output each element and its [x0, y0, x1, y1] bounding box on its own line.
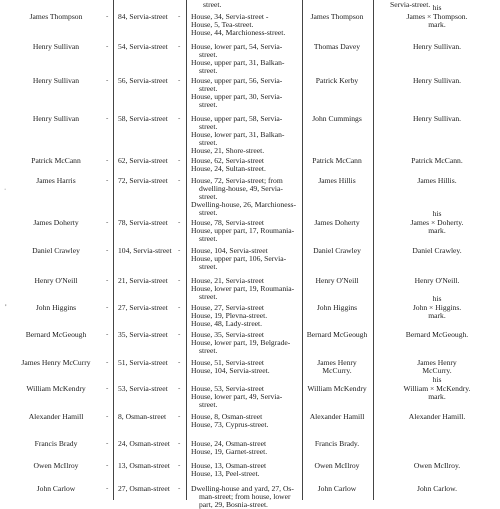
leader-dash: -	[178, 276, 181, 284]
property-line: House, 104, Servia-street.	[191, 366, 270, 375]
continued-street-line: Servia-street.	[390, 0, 431, 9]
property-line: House, 8, Osman-street	[191, 412, 263, 421]
signature-his: his	[432, 209, 442, 218]
owner-address: 53, Servia-street	[118, 384, 168, 393]
property-line: House, lower part, 31, Balkan-	[191, 130, 285, 139]
property-line: House, 21, Shore-street.	[191, 146, 265, 155]
claimant-name: John Higgins	[316, 303, 358, 312]
property-line: House, 35, Servia-street	[191, 330, 264, 339]
property-line: street.	[199, 208, 218, 217]
owner-name: John Higgins	[35, 303, 77, 312]
column-rule	[373, 0, 374, 500]
property-line: House, 72, Servia-street; from	[191, 176, 283, 185]
leader-dash: -	[178, 218, 181, 226]
leader-dash: -	[178, 42, 181, 50]
signature-his: his	[432, 375, 442, 384]
property-line: House, upper part, 106, Servia-	[191, 254, 287, 263]
owner-name: Henry Sullivan	[32, 42, 80, 51]
signature-name: William × McKendry.	[403, 384, 471, 393]
signature-mark: mark.	[428, 20, 446, 29]
property-line: street.	[199, 192, 218, 201]
property-line: House, lower part, 19, Roumania-	[191, 284, 295, 293]
signature-name: Henry O'Neill.	[414, 276, 460, 285]
signature-his: his	[432, 294, 442, 303]
property-line: House, 19, Plevna-street.	[191, 311, 268, 320]
owner-name: Henry Sullivan	[32, 76, 80, 85]
property-line: man-street; from house, lower	[199, 492, 291, 501]
claimant-name: James Hillis	[318, 176, 356, 185]
claimant-name: William McKendry	[307, 384, 367, 393]
leader-dash: -	[106, 76, 109, 84]
property-line: House, 27, Servia-street	[191, 303, 264, 312]
owner-name: James Harris	[36, 176, 76, 185]
owner-name: Henry O'Neill	[34, 276, 78, 285]
property-line: House, 13, Peel-street.	[191, 469, 260, 478]
property-line: street.	[199, 346, 218, 355]
property-line: part, 29, Bosnia-street.	[199, 500, 268, 509]
claimant-name: Daniel Crawley	[313, 246, 361, 255]
claimant-name: James Henry	[317, 358, 357, 367]
property-line: dwelling-house, 49, Servia-	[199, 184, 283, 193]
property-line: House, 62, Servia-street	[191, 156, 264, 165]
claimant-name: James Doherty	[314, 218, 360, 227]
claimant-name: Alexander Hamill	[309, 412, 365, 421]
owner-address: 27, Osman-street	[118, 484, 170, 493]
leader-dash: -	[178, 156, 181, 164]
signature-mark: mark.	[428, 226, 446, 235]
column-rule	[113, 0, 114, 500]
property-line: street.	[199, 100, 218, 109]
signature-name: James × Thompson.	[406, 12, 468, 21]
margin-mark: ,	[5, 300, 7, 307]
property-line: street.	[199, 292, 218, 301]
property-line: House, 78, Servia-street	[191, 218, 264, 227]
leader-dash: -	[178, 246, 181, 254]
property-line: street.	[199, 66, 218, 75]
signature-name: Owen McIlroy.	[413, 461, 461, 470]
property-line: street.	[199, 50, 218, 59]
leader-dash: -	[106, 461, 109, 469]
property-line: Dwelling-house and yard, 27, Os-	[191, 484, 294, 493]
leader-dash: -	[178, 114, 181, 122]
property-line: street.	[199, 84, 218, 93]
leader-dash: -	[106, 330, 109, 338]
property-line: street.	[199, 400, 218, 409]
property-line: House, lower part, 54, Servia-	[191, 42, 283, 51]
signature-mark: mark.	[428, 392, 446, 401]
property-line: House, upper part, 58, Servia-	[191, 114, 283, 123]
claimant-name: Patrick Kerby	[315, 76, 359, 85]
signature-name: James Henry	[417, 358, 457, 367]
leader-dash: -	[106, 303, 109, 311]
leader-dash: -	[106, 156, 109, 164]
leader-dash: -	[178, 412, 181, 420]
leader-dash: -	[178, 484, 181, 492]
owner-name: John Carlow	[36, 484, 76, 493]
owner-address: 24, Osman-street	[118, 439, 170, 448]
signature-name: Alexander Hamill.	[408, 412, 466, 421]
property-line: House, lower part, 49, Servia-	[191, 392, 283, 401]
leader-dash: -	[178, 12, 181, 20]
property-line: House, lower part, 19, Belgrade-	[191, 338, 291, 347]
property-line: House, 34, Servia-street -	[191, 12, 269, 21]
signature-his: his	[432, 3, 442, 12]
claimant-name: Bernard McGeough	[306, 330, 368, 339]
leader-dash: -	[106, 412, 109, 420]
leader-dash: -	[178, 176, 181, 184]
owner-address: 56, Servia-street	[118, 76, 168, 85]
property-line: House, 44, Marchioness-street.	[191, 28, 286, 37]
leader-dash: -	[106, 12, 109, 20]
owner-name: William McKendry	[26, 384, 86, 393]
claimant-name: Thomas Davey	[313, 42, 361, 51]
signature-name: James Hillis.	[417, 176, 457, 185]
leader-dash: -	[178, 384, 181, 392]
property-line: House, 13, Osman-street	[191, 461, 267, 470]
leader-dash: -	[178, 358, 181, 366]
signature-name: McCurry.	[422, 366, 452, 375]
property-line: House, upper part, 56, Servia-	[191, 76, 283, 85]
owner-address: 58, Servia-street	[118, 114, 168, 123]
owner-address: 78, Servia-street	[118, 218, 168, 227]
property-line: House, 51, Servia-street	[191, 358, 264, 367]
claimant-name: James Thompson	[310, 12, 364, 21]
signature-name: Patrick McCann.	[411, 156, 463, 165]
property-line: House, upper part, 17, Roumania-	[191, 226, 295, 235]
owner-address: 104, Servia-street	[118, 246, 172, 255]
property-line: House, 24, Sultan-street.	[191, 164, 266, 173]
owner-name: Patrick McCann	[31, 156, 81, 165]
leader-dash: -	[106, 358, 109, 366]
leader-dash: -	[106, 484, 109, 492]
leader-dash: -	[178, 330, 181, 338]
signature-name: Henry Sullivan.	[412, 42, 462, 51]
signature-name: Bernard McGeough.	[405, 330, 469, 339]
owner-address: 84, Servia-street	[118, 12, 168, 21]
leader-dash: -	[106, 276, 109, 284]
property-line: House, 73, Cyprus-street.	[191, 420, 269, 429]
claimant-name: John Cummings	[312, 114, 362, 123]
property-line: Dwelling-house, 26, Marchioness-	[191, 200, 297, 209]
leader-dash: -	[106, 42, 109, 50]
owner-name: Francis Brady	[34, 439, 78, 448]
claimant-name: Owen McIlroy	[314, 461, 360, 470]
property-line: House, 5, Tea-street.	[191, 20, 254, 29]
leader-dash: -	[178, 439, 181, 447]
owner-address: 35, Servia-street	[118, 330, 168, 339]
leader-dash: -	[106, 218, 109, 226]
signature-name: Henry Sullivan.	[412, 114, 462, 123]
owner-name: Owen McIlroy	[33, 461, 79, 470]
owner-address: 27, Servia-street	[118, 303, 168, 312]
owner-address: 8, Osman-street	[118, 412, 167, 421]
owner-address: 21, Servia-street	[118, 276, 168, 285]
property-line: street.	[199, 138, 218, 147]
leader-dash: -	[178, 461, 181, 469]
owner-name: Daniel Crawley	[32, 246, 80, 255]
property-line: House, 19, Garnet-street.	[191, 447, 268, 456]
claimant-name: Patrick McCann	[312, 156, 362, 165]
owner-name: James Thompson	[29, 12, 83, 21]
leader-dash: -	[106, 384, 109, 392]
signature-name: Daniel Crawley.	[412, 246, 462, 255]
property-line: House, 53, Servia-street	[191, 384, 264, 393]
owner-name: James Henry McCurry	[21, 358, 91, 367]
owner-name: James Doherty	[33, 218, 79, 227]
continued-property-line: street.	[203, 0, 222, 9]
column-rule	[186, 0, 187, 500]
leader-dash: -	[178, 76, 181, 84]
owner-address: 62, Servia-street	[118, 156, 168, 165]
margin-mark: ·	[4, 186, 7, 193]
owner-name: Henry Sullivan	[32, 114, 80, 123]
property-line: House, 21, Servia-street	[191, 276, 264, 285]
owner-name: Bernard McGeough	[25, 330, 87, 339]
owner-address: 13, Osman-street	[118, 461, 170, 470]
leader-dash: -	[106, 176, 109, 184]
signature-name: James × Doherty.	[410, 218, 464, 227]
claimant-name: Francis Brady.	[314, 439, 360, 448]
owner-address: 54, Servia-street	[118, 42, 168, 51]
claimant-name: McCurry.	[322, 366, 352, 375]
leader-dash: -	[106, 114, 109, 122]
property-line: House, 48, Lady-street.	[191, 319, 263, 328]
property-line: street.	[199, 234, 218, 243]
property-line: House, 104, Servia-street	[191, 246, 268, 255]
property-line: House, upper part, 30, Servia-	[191, 92, 283, 101]
claimant-name: Henry O'Neill	[315, 276, 359, 285]
signature-name: John Carlow.	[416, 484, 457, 493]
property-line: House, 24, Osman-street	[191, 439, 267, 448]
signature-name: Henry Sullivan.	[412, 76, 462, 85]
leader-dash: -	[178, 303, 181, 311]
property-line: street.	[199, 122, 218, 131]
property-line: House, upper part, 31, Balkan-	[191, 58, 285, 67]
signature-name: John × Higgins.	[412, 303, 462, 312]
leader-dash: -	[106, 439, 109, 447]
owner-name: Alexander Hamill	[28, 412, 84, 421]
owner-address: 72, Servia-street	[118, 176, 168, 185]
property-line: street.	[199, 262, 218, 271]
claimant-name: John Carlow	[317, 484, 357, 493]
owner-address: 51, Servia-street	[118, 358, 168, 367]
leader-dash: -	[106, 246, 109, 254]
signature-mark: mark.	[428, 311, 446, 320]
